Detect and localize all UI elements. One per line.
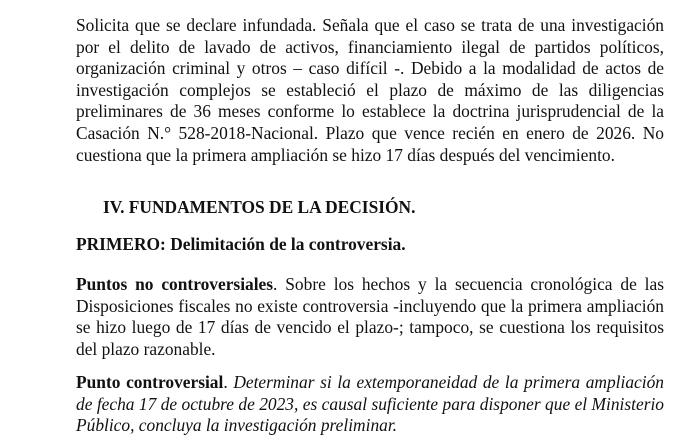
subheading-primero: PRIMERO: Delimitación de la controversia. [76,234,406,254]
lead-punto-controversial: Punto controversial [76,372,224,392]
lead-puntos-no-controversiales: Puntos no controversiales [76,274,274,294]
section-heading-fundamentos: IV. FUNDAMENTOS DE LA DECISIÓN. [103,197,416,217]
paragraph-non-controversial-points [76,274,664,360]
paragraph-controversial-point [76,372,664,437]
lead-separator: . [223,372,234,392]
paragraph-prosecution-response: Solicita que se declare infundada. Señala que el caso se trata de una investigación por el delito de lavado de activos, financiamiento ilegal de partidos políticos, organización criminal y otros – caso difícil -. Debido a la modalidad de actos de investigación complejos se estableció el plazo de máximo de las diligencias preliminares de 36 meses conforme lo establece la doctrina jurisprudencial de la Casación N.° 528-2018-Nacional. Plazo que vence recién en enero de 2026. No cuestiona que la primera ampliación se hizo 17 días después del vencimiento. [76,15,664,165]
controversial-point-text: Determinar si la extemporaneidad de la primera ampliación de fecha 17 de octubre de 2023, es causal suficiente para disponer que el Ministerio Público, concluya la investigación preliminar. [76,372,664,436]
paragraph-non-controversial-text: . Sobre los hechos y la secuencia cronológica de las Disposiciones fiscales no existe controversia -incluyendo que la primera ampliación se hizo luego de 17 días de vencido el plazo-; tampoco, se cuestiona los requisitos del plazo razonable. [76,274,664,359]
